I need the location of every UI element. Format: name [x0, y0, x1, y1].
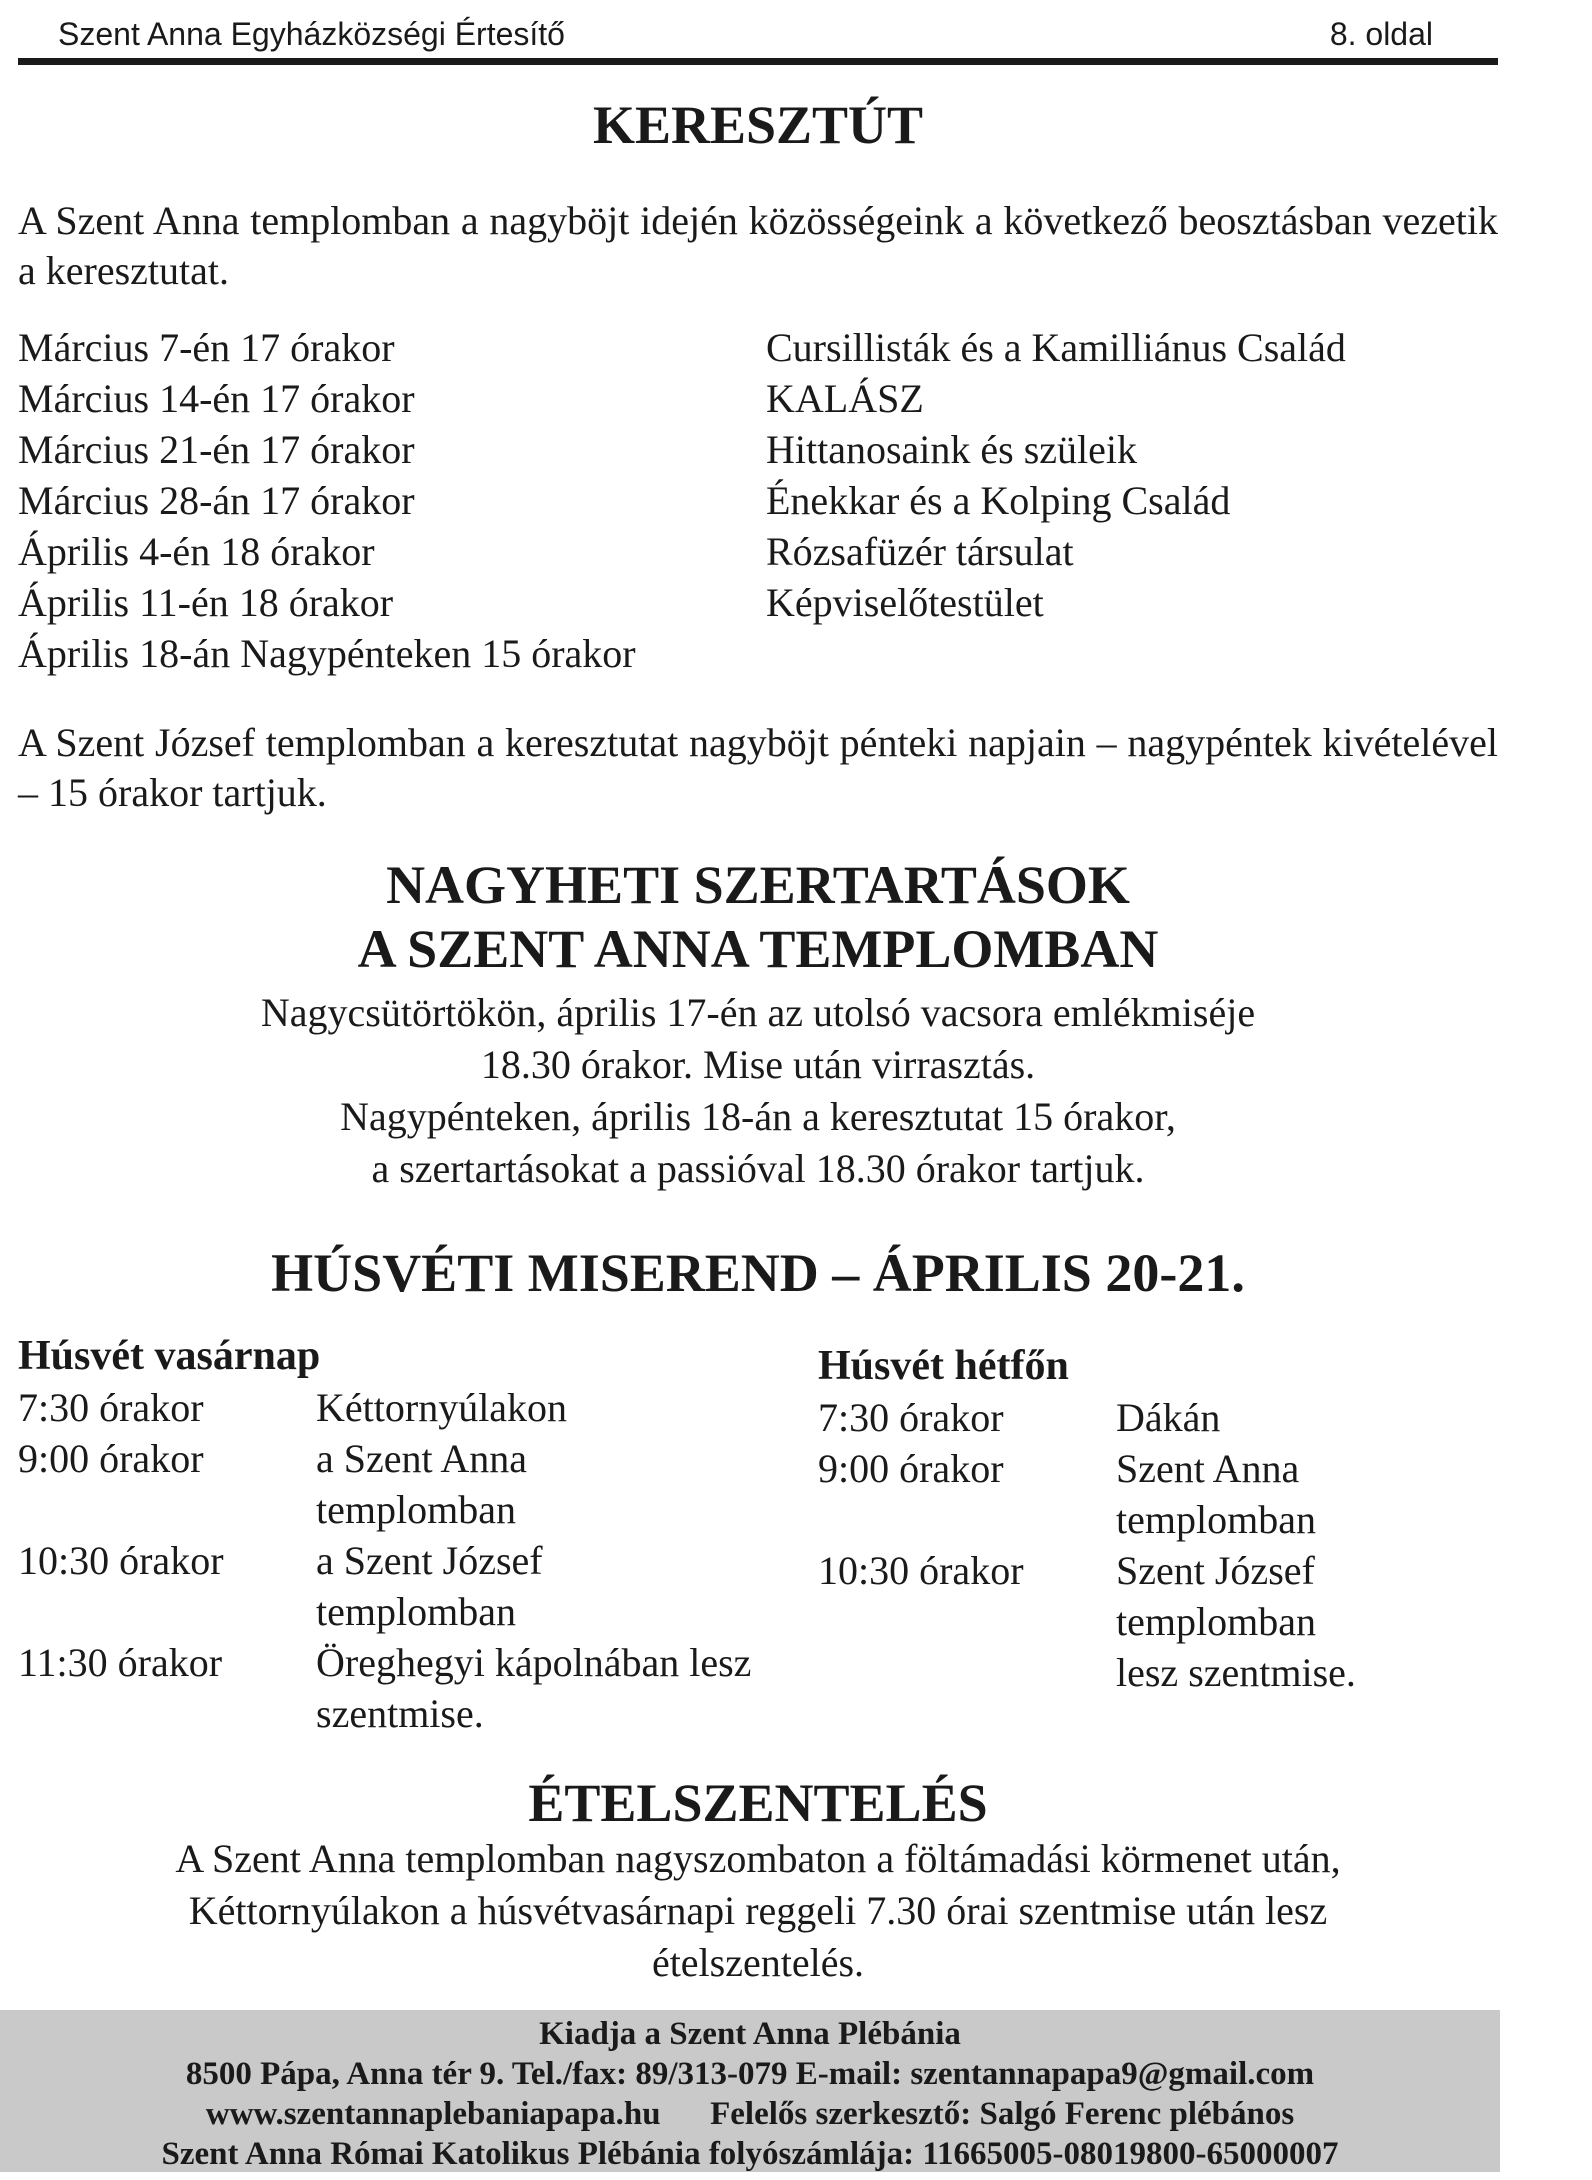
schedule-date: Április 4-én 18 órakor — [18, 529, 375, 574]
easter-monday-heading: Húsvét hétfőn — [818, 1343, 1069, 1389]
schedule-date: Március 21-én 17 órakor — [18, 427, 415, 472]
section-title-nagyhet: NAGYHETI SZERTARTÁSOK — [386, 855, 1130, 915]
schedule-row — [18, 628, 1498, 679]
newsletter-title: Szent Anna Egyházközségi Értesítő — [58, 16, 565, 52]
schedule-group: Cursillisták és a Kamilliánus Család — [766, 325, 1346, 370]
mass-place: Szent József templomban lesz szentmise. — [1116, 1548, 1356, 1695]
mass-place: a Szent József templomban — [316, 1538, 543, 1634]
footer-contact: 8500 Pápa, Anna tér 9. Tel./fax: 89/313-079 E-mail: szentannapapa9@gmail.com — [185, 2056, 1315, 2092]
schedule-row — [18, 577, 1498, 628]
schedule-group: Képviselőtestület — [766, 580, 1044, 625]
page-number: 8. oldal — [1329, 16, 1433, 52]
section-subtitle-nagyhet: A SZENT ANNA TEMPLOMBAN — [357, 919, 1159, 979]
mass-row — [818, 1443, 1458, 1545]
etelszenteles-line: ételszentelés. — [651, 1940, 865, 1985]
schedule-group: KALÁSZ — [766, 376, 924, 421]
mass-place: Dákán — [1116, 1395, 1221, 1440]
page-header — [58, 12, 1433, 58]
mass-time: 9:00 órakor — [18, 1436, 204, 1481]
nagyhet-line: 18.30 órakor. Mise után virrasztás. — [480, 1042, 1036, 1087]
footer-bank-account: Szent Anna Római Katolikus Plébánia folyószámlája: 11665005-08019800-65000007 — [161, 2136, 1339, 2172]
header-divider — [18, 58, 1498, 65]
schedule-date: Március 28-án 17 órakor — [18, 478, 415, 523]
mass-row — [18, 1637, 758, 1739]
mass-place: a Szent Anna templomban — [316, 1436, 528, 1532]
mass-row — [18, 1382, 758, 1433]
mass-time: 11:30 órakor — [18, 1640, 223, 1685]
schedule-row — [18, 322, 1498, 373]
mass-place: Öreghegyi kápolnában lesz szentmise. — [316, 1640, 752, 1736]
publisher-footer — [0, 2010, 1500, 2172]
nagyhet-line: a szertartásokat a passióval 18.30 órakor tartjuk. — [371, 1146, 1145, 1191]
jozsef-keresztut-note: A Szent József templomban a keresztutat nagyböjt pénteki napjain – nagypéntek kivételével – 15 órakor tartjuk. — [18, 720, 1498, 815]
mass-row — [18, 1433, 758, 1535]
mass-row — [818, 1392, 1458, 1443]
schedule-row — [18, 475, 1498, 526]
mass-row — [818, 1545, 1458, 1698]
schedule-date: Március 7-én 17 órakor — [18, 325, 395, 370]
footer-website-editor: www.szentannaplebaniapapa.hu Felelős szerkesztő: Salgó Ferenc plébános — [205, 2096, 1295, 2132]
section-title-keresztut: KERESZTÚT — [592, 95, 924, 155]
section-title-etelszenteles: ÉTELSZENTELÉS — [528, 1773, 988, 1833]
mass-time: 10:30 órakor — [18, 1538, 224, 1583]
section-title-husvet: HÚSVÉTI MISEREND – ÁPRILIS 20-21. — [271, 1243, 1245, 1303]
keresztut-intro: A Szent Anna templomban a nagyböjt idején közösségeink a következő beosztásban vezetik a keresztutat. — [18, 198, 1498, 293]
mass-row — [18, 1535, 758, 1637]
schedule-date: Március 14-én 17 órakor — [18, 376, 415, 421]
keresztut-schedule — [18, 322, 1498, 679]
footer-publisher: Kiadja a Szent Anna Plébánia — [539, 2016, 961, 2052]
mass-place: Kéttornyúlakon — [316, 1385, 568, 1430]
mass-place: Szent Anna templomban — [1116, 1446, 1316, 1542]
schedule-row — [18, 526, 1498, 577]
schedule-group: Rózsafüzér társulat — [766, 529, 1074, 574]
etelszenteles-line: Kéttornyúlakon a húsvétvasárnapi reggeli 7.30 órai szentmise után lesz — [188, 1888, 1328, 1933]
mass-time: 9:00 órakor — [818, 1446, 1004, 1491]
schedule-group: Hittanosaink és szüleik — [766, 427, 1138, 472]
schedule-group: Énekkar és a Kolping Család — [766, 478, 1231, 523]
easter-sunday-schedule — [18, 1330, 758, 1739]
mass-time: 7:30 órakor — [18, 1385, 204, 1430]
easter-sunday-heading: Húsvét vasárnap — [18, 1333, 321, 1379]
mass-time: 10:30 órakor — [818, 1548, 1024, 1593]
easter-monday-schedule — [818, 1340, 1458, 1698]
etelszenteles-line: A Szent Anna templomban nagyszombaton a föltámadási körmenet után, — [175, 1836, 1341, 1881]
schedule-date: Április 18-án Nagypénteken 15 órakor — [18, 631, 636, 676]
nagyhet-line: Nagypénteken, április 18-án a keresztutat 15 órakor, — [340, 1094, 1176, 1139]
mass-time: 7:30 órakor — [818, 1395, 1004, 1440]
schedule-date: Április 11-én 18 órakor — [18, 580, 394, 625]
schedule-row — [18, 373, 1498, 424]
nagyhet-line: Nagycsütörtökön, április 17-én az utolsó vacsora emlékmiséje — [260, 990, 1256, 1035]
schedule-row — [18, 424, 1498, 475]
